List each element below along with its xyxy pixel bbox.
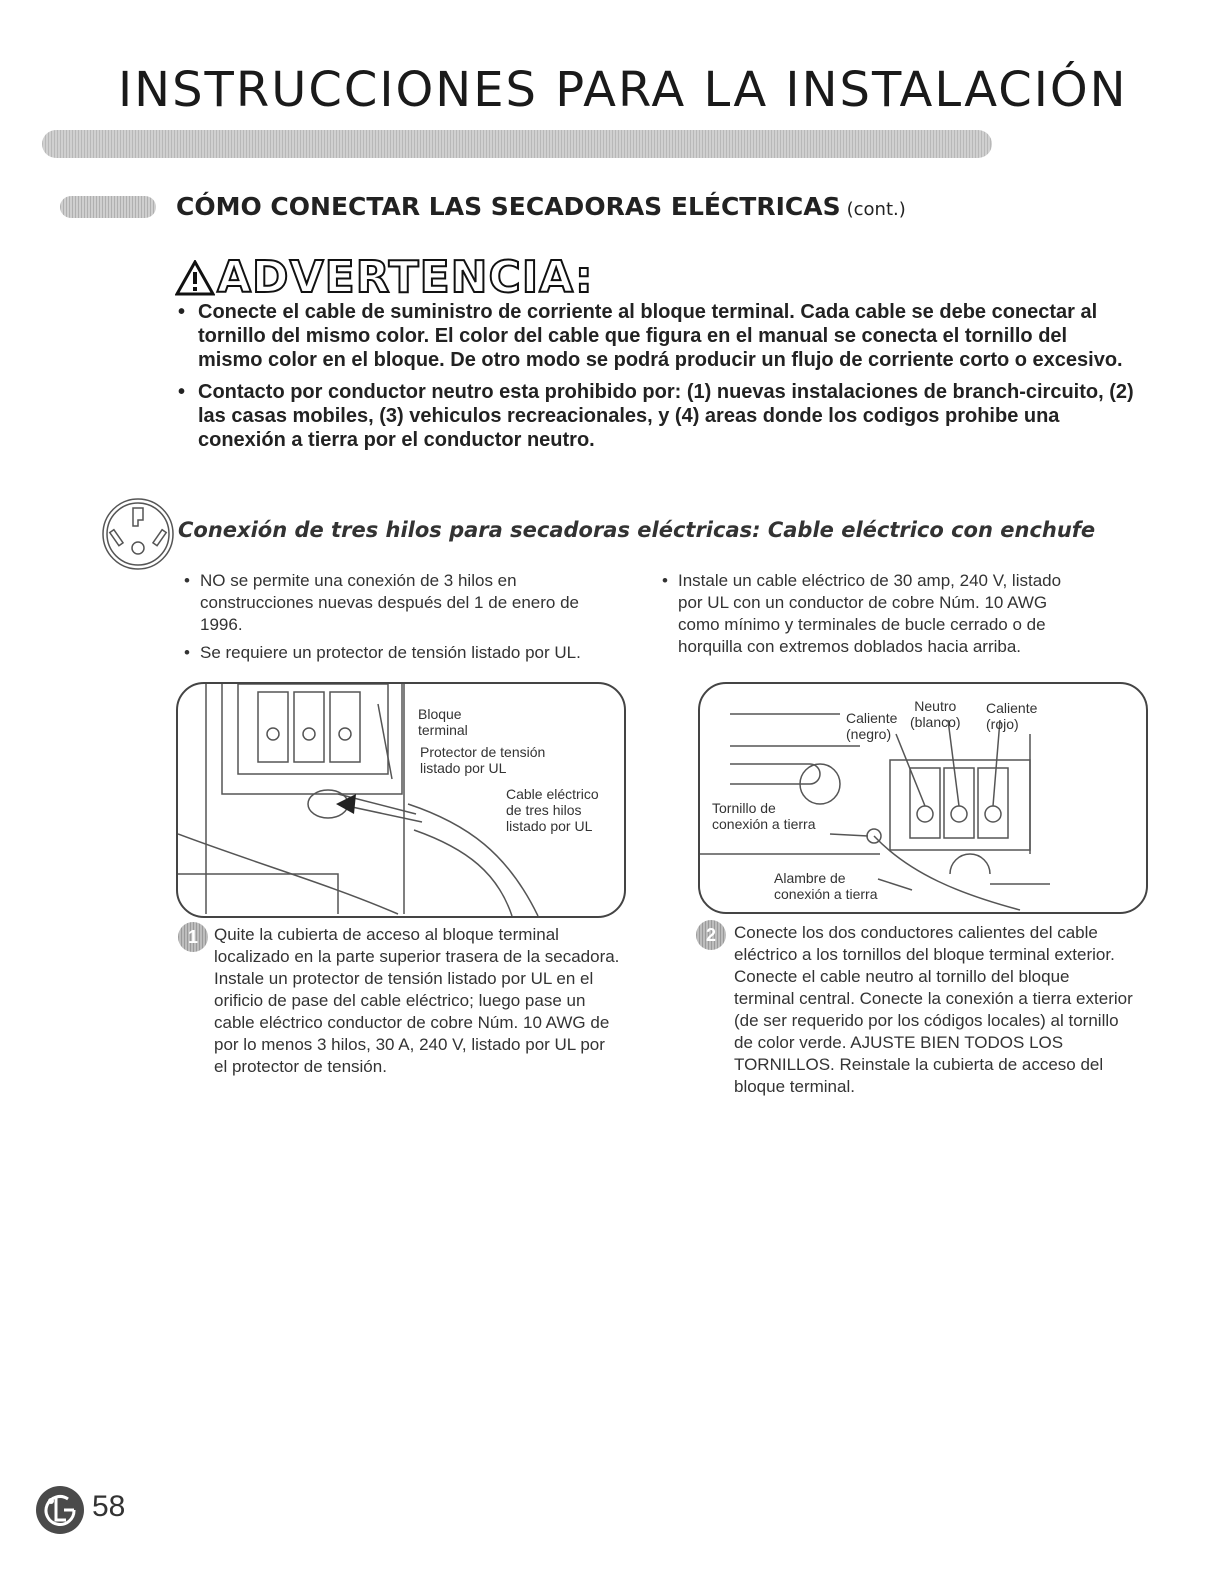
label-terminal-block: Bloque terminal (418, 706, 468, 738)
warning-heading (175, 252, 594, 303)
figure-terminal-block-cover (176, 682, 626, 918)
step-number-badge: 2 (696, 920, 726, 950)
label-neutral: Neutro (blanco) (910, 698, 961, 730)
left-bullet: • Se requiere un protector de tensión listado por UL. (182, 642, 602, 664)
label-ground-wire: Alambre de conexión a tierra (774, 870, 878, 902)
section-cont: (cont.) (846, 199, 906, 220)
subsection-title: Conexión de tres hilos para secadoras eléctricas: Cable eléctrico con enchufe (178, 518, 1096, 542)
label-ground-screw: Tornillo de conexión a tierra (712, 800, 816, 832)
label-strain-relief: Protector de tensión listado por UL (420, 744, 546, 776)
left-bullet: • NO se permite una conexión de 3 hilos en construcciones nuevas después del 1 de enero de 1996. (182, 570, 602, 636)
step-text: Quite la cubierta de acceso al bloque terminal localizado en la parte superior trasera de la secadora. Instale un protector de tensión listado por UL en el orificio de pase del cable eléctrico; luego pase un cable eléctrico conductor de cobre Núm. 10 AWG de por lo menos 3 hilos, 30 A, 240 V, listado por UL por el protector de tensión. (214, 925, 620, 1076)
three-prong-outlet-icon (100, 496, 176, 572)
page-title: INSTRUCCIONES PARA LA INSTALACIÓN (118, 62, 1128, 118)
warning-title: ADVERTENCIA: (217, 252, 594, 303)
label-cord: Cable eléctrico de tres hilos listado por UL (506, 786, 599, 834)
warning-bullets (176, 300, 1136, 460)
step-text: Conecte los dos conductores calientes del cable eléctrico a los tornillos del bloque terminal exterior. Conecte el cable neutro al tornillo del bloque terminal central. Conecte la conexión a tierra exterior (de ser requerido por los códigos locales) al tornillo de color verde. AJUSTE BIEN TODOS LOS TORNILLOS. Reinstale la cubierta de acceso del bloque terminal. (734, 923, 1133, 1096)
page-number: 58 (92, 1490, 126, 1523)
left-bullets (182, 570, 602, 670)
section-title (176, 192, 906, 221)
title-bar (42, 130, 992, 158)
right-bullet: • Instale un cable eléctrico de 30 amp, 240 V, listado por UL con un conductor de cobre Núm. 10 AWG como mínimo y terminales de bucle cerrado o de horquilla con extremos doblados hacia arriba. (660, 570, 1080, 658)
section-title-text: CÓMO CONECTAR LAS SECADORAS ELÉCTRICAS (176, 192, 841, 221)
warning-bullet: • Conecte el cable de suministro de corriente al bloque terminal. Cada cable se debe conectar al tornillo del mismo color. El color del cable que figura en el manual se conecta el tornillo del mismo color en el bloque. De otro modo se podrá producir un flujo de corriente corto o excesivo. (176, 300, 1136, 372)
warning-bullet: • Contacto por conductor neutro esta prohibido por: (1) nuevas instalaciones de branch-circuito, (2) las casas mobiles, (3) vehiculos recreacionales, y (4) areas donde los codigos prohibe una conexión a tierra por el conductor neutro. (176, 380, 1136, 452)
figure-terminal-connections (698, 682, 1148, 914)
warning-triangle-icon (175, 260, 215, 296)
section-marker (60, 196, 156, 218)
right-bullets (660, 570, 1080, 664)
label-hot-red: Caliente (rojo) (986, 700, 1038, 732)
lg-logo-icon (34, 1484, 86, 1536)
label-hot-black: Caliente (negro) (846, 710, 898, 742)
step-number-badge: 1 (178, 922, 208, 952)
